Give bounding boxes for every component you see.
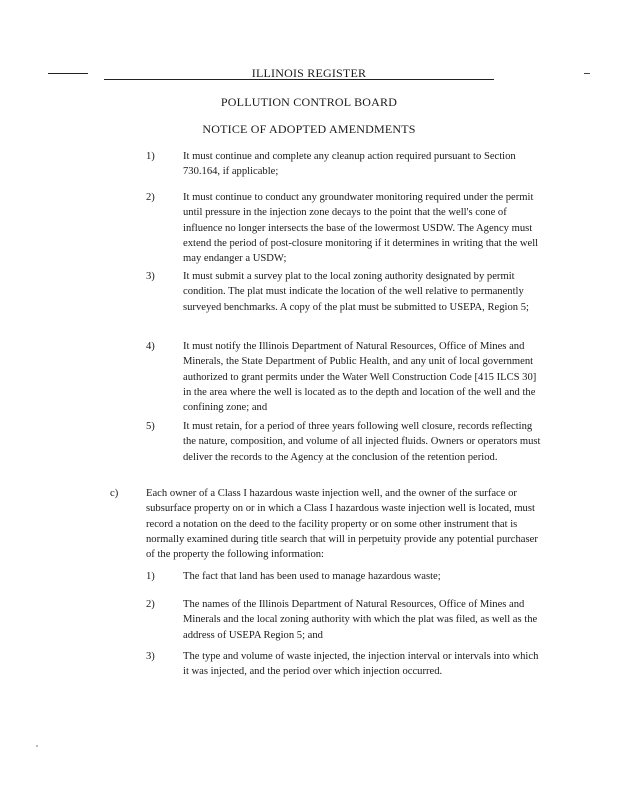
item-text: The fact that land has been used to manage hazardous waste; [183,571,441,582]
paragraph-number: c) [110,488,119,499]
register-title: ILLINOIS REGISTER [251,66,367,80]
item-text: It must submit a survey plat to the local zoning authority designated by permit condition. The plat must indicate the location of the well relative to permanently surveyed benchmarks. A copy of the plat must be submitted to USEPA, Region 5; [183,271,529,313]
item-text: It must notify the Illinois Department of Natural Resources, Office of Mines and Minerals, the State Department of Public Health, and any unit of local government authorized to grant permits under the Water Well Construction Code [415 ILCS 30] in the area where the well is located as to the depth and location of the well and the confining zone; and [183,341,537,414]
item-number: 2) [146,599,155,610]
item-text: The names of the Illinois Department of Natural Resources, Office of Mines and Minerals and the local zoning authority with which the plat was filed, as well as the address of USEPA Region 5; and [183,599,538,641]
item-text: The type and volume of waste injected, the injection interval or intervals into which it was injected, and the period over which injection occurred. [183,651,539,678]
item-number: 4) [146,341,155,352]
item-number: 3) [146,651,155,662]
item-text: It must continue and complete any cleanup action required pursuant to Section 730.164, if applicable; [183,151,516,178]
item-text: It must retain, for a period of three years following well closure, records reflecting the nature, composition, and volume of all injected fluids. Owners or operators must deliver the records to the Agency at the conclusion of the retention period. [183,421,541,463]
notice-title: NOTICE OF ADOPTED AMENDMENTS [202,122,416,136]
item-text: It must continue to conduct any groundwater monitoring required under the permit until pressure in the injection zone decays to the point that the well's cone of influence no longer intersects the base of the lowermost USDW. The Agency must extend the period of post-closure monitoring if it determines in writing that the well may endanger a USDW; [183,192,539,265]
item-number: 2) [146,192,155,203]
item-number: 1) [146,571,155,582]
item-number: 3) [146,271,155,282]
paragraph-text: Each owner of a Class I hazardous waste injection well, and the owner of the surface or subsurface property on or in which a Class I hazardous waste injection well is located, must record a notation on the deed to the facility property or on some other instrument that is normally examined during title search that will in perpetuity provide any potential purchaser of the property the following information: [146,488,538,561]
board-title: POLLUTION CONTROL BOARD [220,95,398,109]
item-number: 1) [146,151,155,162]
scan-speck [36,745,38,747]
item-number: 5) [146,421,155,432]
